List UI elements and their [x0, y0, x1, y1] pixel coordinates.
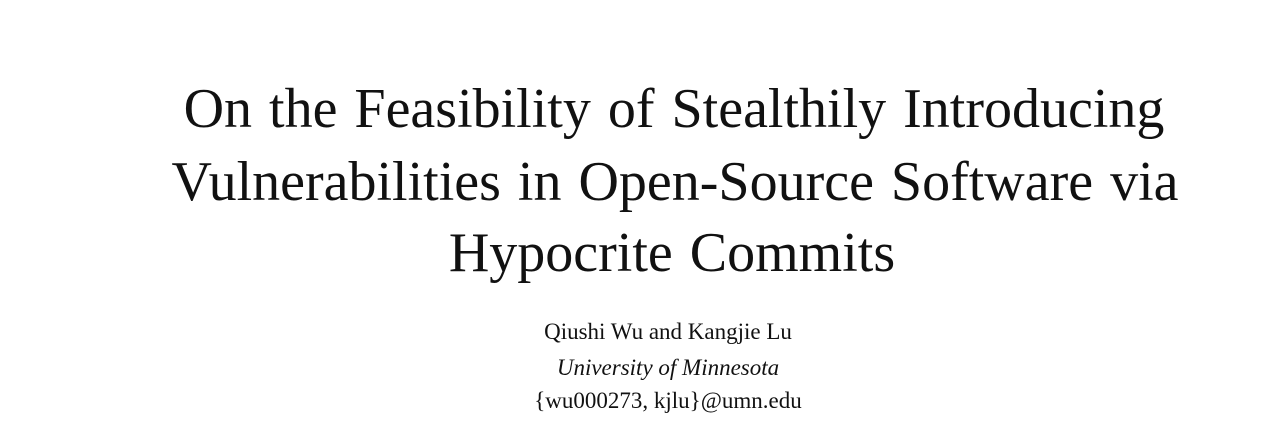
author-names: Qiushi Wu and Kangjie Lu — [544, 319, 792, 344]
paper-title-line-1: On the Feasibility of Stealthily Introducing — [183, 78, 1165, 140]
author-email: {wu000273, kjlu}@umn.edu — [534, 388, 802, 413]
author-affiliation: University of Minnesota — [556, 355, 780, 380]
paper-title-line-3: Hypocrite Commits — [448, 222, 896, 284]
paper-title-line-2: Vulnerabilities in Open-Source Software via — [171, 151, 1179, 213]
